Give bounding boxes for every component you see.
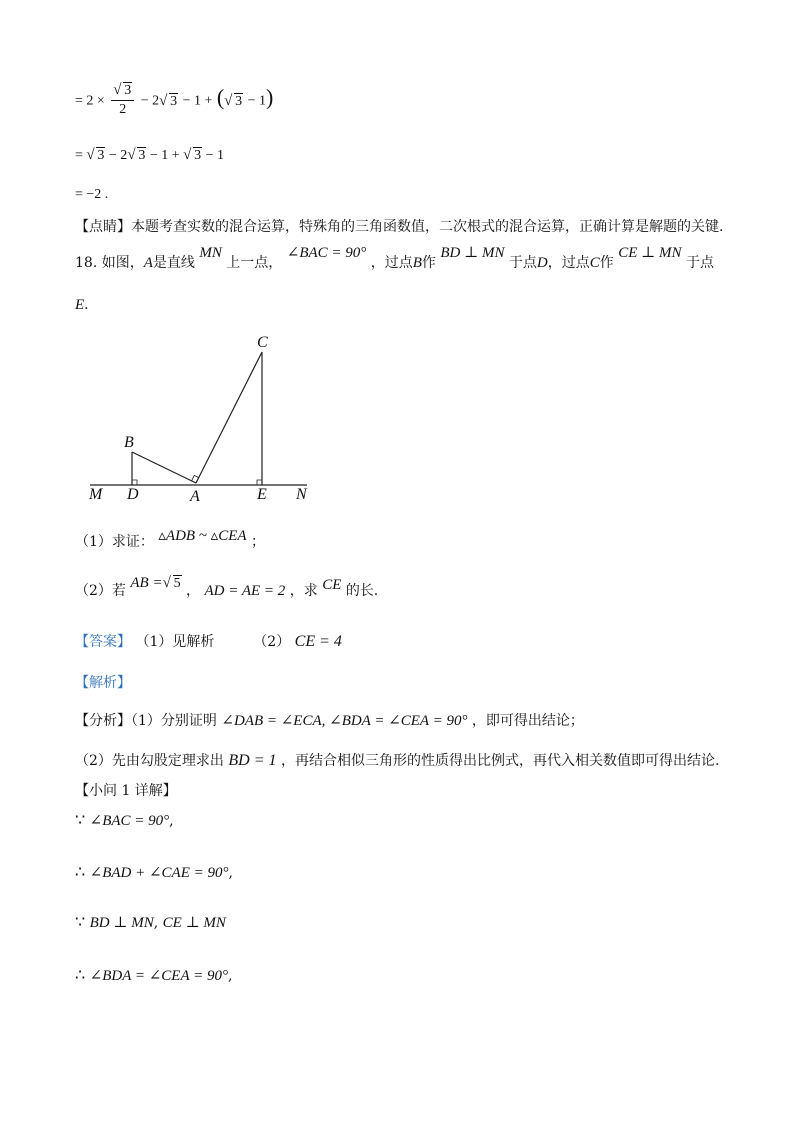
analysis-tag: 【解析】 xyxy=(75,675,131,691)
angle-condition: ∠BAC = 90° xyxy=(286,245,367,261)
line-mn: MN xyxy=(199,245,222,261)
label-d: D xyxy=(127,486,139,503)
right-angle-marker-d xyxy=(132,480,137,485)
proof-line-2: ∴ ∠BAD + ∠CAE = 90°, xyxy=(75,862,233,881)
problem-statement: 18. 如图，A是直线 MN 上一点， ∠BAC = 90° ，过点B作 BD ⊥ MN 于点D，过点C作 CE ⊥ MN 于点 xyxy=(75,245,714,271)
comment-tag: 【点睛】 xyxy=(75,219,131,235)
detail-tag: 【小问 1 详解】 xyxy=(75,783,177,799)
fraction-sqrt3-over-2: √ 3 2 xyxy=(111,84,134,117)
calc-step-1-lead: = 2 × xyxy=(75,93,105,109)
label-b: B xyxy=(124,434,134,451)
label-n: N xyxy=(296,486,307,503)
ce-perp-mn: CE ⊥ MN xyxy=(618,245,682,261)
calc-step-3: = −2 . xyxy=(75,187,109,202)
comment-text: 本题考查实数的混合运算，特殊角的三角函数值，二次根式的混合运算，正确计算是解题的关键. xyxy=(131,219,724,235)
calc-step-1-mid: − 2 xyxy=(140,93,160,109)
calc-step-1: = 2 × √ 3 2 − 2 √ 3 − 1 + ( √ 3 − 1) xyxy=(75,82,274,117)
answer-value: CE = 4 xyxy=(294,633,342,650)
part-1: （1）求证： ▵ADB ~ ▵CEA ； xyxy=(75,528,265,550)
label-c: C xyxy=(257,334,268,351)
sqrt-3: √ 3 xyxy=(159,92,178,109)
bd-perp-mn: BD ⊥ MN xyxy=(440,245,505,261)
sqrt-3: √ 3 xyxy=(86,147,105,163)
segment-ac xyxy=(196,352,262,483)
part-2: （2）若 AB = √ 5 ， AD = AE = 2 ，求 CE 的长. xyxy=(75,575,379,599)
analysis-1-math: ∠DAB = ∠ECA, ∠BDA = ∠CEA = 90° xyxy=(221,713,468,729)
sqrt-3: √ 3 xyxy=(183,147,202,163)
similar-triangles: ▵ADB ~ ▵CEA xyxy=(158,528,247,544)
therefore-symbol: ∴ xyxy=(75,862,86,881)
label-e: E xyxy=(257,486,267,503)
calc-step-1-paren-tail: − 1 xyxy=(247,93,266,109)
sqrt-3: √ 3 xyxy=(127,147,146,163)
proof-line-3: ∵ BD ⊥ MN, CE ⊥ MN xyxy=(75,912,226,931)
because-symbol: ∵ xyxy=(75,912,86,931)
proof-line-4: ∴ ∠BDA = ∠CEA = 90°, xyxy=(75,965,233,984)
label-m: M xyxy=(89,486,103,503)
therefore-symbol: ∴ xyxy=(75,965,86,984)
sqrt-5: √ 5 xyxy=(162,575,181,591)
answer-tag: 【答案】 xyxy=(75,634,131,650)
segment-ba xyxy=(132,452,196,483)
right-angle-marker-e xyxy=(257,480,262,485)
sqrt-3: √ 3 xyxy=(113,82,132,98)
analysis-2: （2）先由勾股定理求出 BD = 1 ，再结合相似三角形的性质得出比例式，再代入相关数值即可得出结论. xyxy=(75,752,720,769)
because-symbol: ∵ xyxy=(75,810,86,829)
calc-step-2: = √ 3 − 2 √ 3 − 1 + √ 3 − 1 xyxy=(75,147,225,163)
analysis-2-math: BD = 1 xyxy=(228,752,277,769)
sqrt-3: √ 3 xyxy=(224,92,243,109)
answer-line: 【答案】 （1）见解析 （2） CE = 4 xyxy=(75,633,342,650)
problem-statement-cont: E. xyxy=(75,297,89,313)
analysis-1: 【分析】（1）分别证明 ∠DAB = ∠ECA, ∠BDA = ∠CEA = 90° ，即可得出结论； xyxy=(75,713,584,729)
calc-step-1-tail: − 1 + xyxy=(182,93,213,109)
proof-line-1: ∵ ∠BAC = 90°, xyxy=(75,810,174,829)
label-a: A xyxy=(190,488,200,505)
